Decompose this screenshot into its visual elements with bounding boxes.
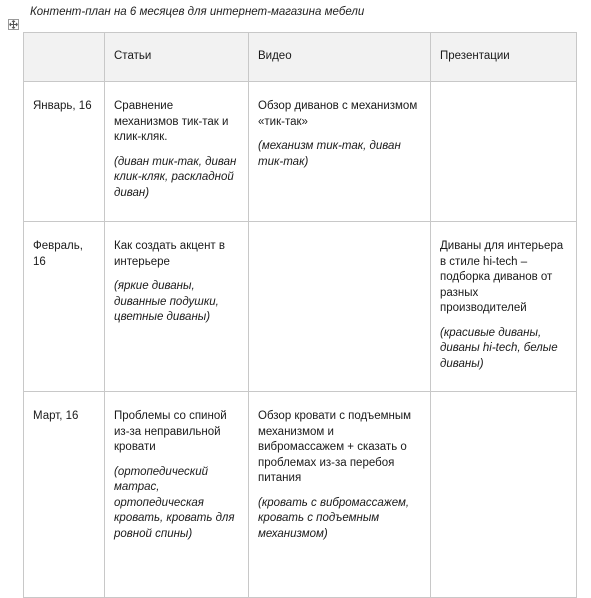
articles-cell[interactable] <box>105 222 249 392</box>
video-keywords: (кровать с вибромассажем, кровать с подъемным механизмом) <box>258 496 410 540</box>
article-topic: Сравнение механизмов тик-так и клик-кляк. <box>114 100 229 143</box>
table-row <box>24 392 577 598</box>
table-row <box>24 222 577 392</box>
articles-cell[interactable] <box>105 392 249 598</box>
articles-cell[interactable] <box>105 82 249 222</box>
content-plan-table <box>23 32 577 598</box>
header-month <box>24 33 105 82</box>
table-row <box>24 82 577 222</box>
video-cell[interactable] <box>249 222 431 392</box>
video-topic: Обзор диванов с механизмом «тик-так» <box>258 100 418 128</box>
month-cell[interactable] <box>24 82 105 222</box>
month-cell[interactable] <box>24 222 105 392</box>
month-label: Февраль, 16 <box>33 240 83 268</box>
header-video: Видео <box>249 33 431 82</box>
article-topic: Проблемы со спиной из-за неправильной кровати <box>114 410 227 453</box>
video-cell[interactable] <box>249 392 431 598</box>
article-keywords: (яркие диваны, диванные подушки, цветные диваны) <box>114 280 219 323</box>
table-move-handle-icon[interactable] <box>8 19 19 30</box>
article-keywords: (диван тик-так, диван клик-кляк, раскладной диван) <box>114 155 237 199</box>
presentations-cell[interactable] <box>431 82 577 222</box>
month-cell[interactable] <box>24 392 105 598</box>
presentation-keywords: (красивые диваны, диваны hi-tech, белые диваны) <box>440 326 558 370</box>
article-keywords: (ортопедический матрас, ортопедическая кровать, кровать для ровной спины) <box>114 465 235 540</box>
article-topic: Как создать акцент в интерьере <box>114 240 225 268</box>
month-label: Январь, 16 <box>33 100 92 112</box>
video-topic: Обзор кровати с подъемным механизмом и вибромассажем + сказать о проблемах из-за перебоя питания <box>258 410 412 484</box>
header-presentations: Презентации <box>431 33 577 82</box>
presentations-cell[interactable] <box>431 392 577 598</box>
month-label: Март, 16 <box>33 410 79 422</box>
table-header-row <box>24 33 577 82</box>
header-articles: Статьи <box>105 33 249 82</box>
document-caption: Контент-план на 6 месяцев для интернет-магазина мебели <box>30 6 365 18</box>
video-keywords: (механизм тик-так, диван тик-так) <box>258 140 401 168</box>
presentations-cell[interactable] <box>431 222 577 392</box>
presentation-topic: Диваны для интерьера в стиле hi-tech – подборка диванов от разных производителей <box>440 240 564 314</box>
video-cell[interactable] <box>249 82 431 222</box>
